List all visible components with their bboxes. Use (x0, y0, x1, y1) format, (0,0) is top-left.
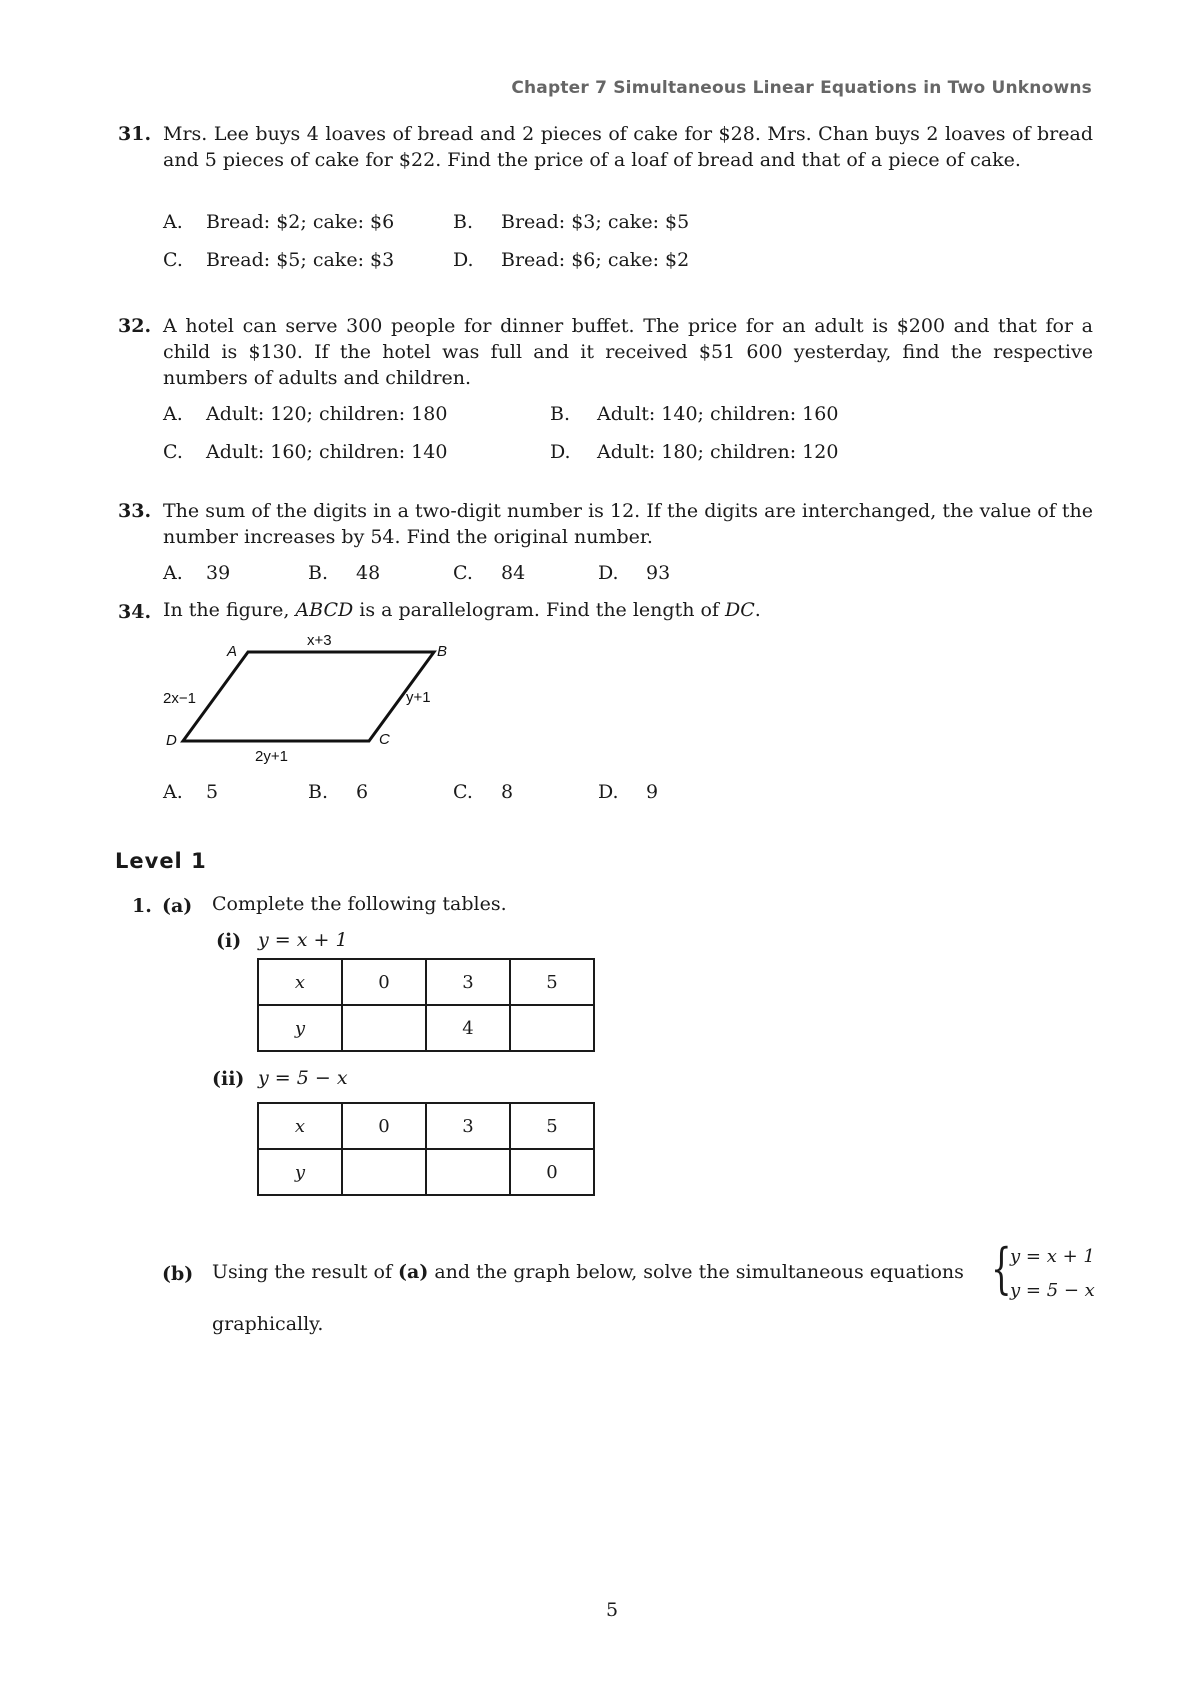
q34-text-dc: DC (725, 599, 755, 621)
part-b-text (212, 1261, 964, 1283)
exercise-1-number: 1. (132, 895, 152, 917)
q34-option-c-label: C. (453, 781, 473, 803)
vertex-label-d: D (166, 732, 177, 749)
q34-text-post: . (754, 599, 761, 621)
question-31-number: 31. (118, 123, 152, 145)
vertex-label-b: B (437, 643, 448, 660)
table-i-row-x (258, 959, 594, 1005)
q33-option-d-text: 93 (646, 562, 671, 584)
part-b-text-ref: (a) (398, 1261, 429, 1283)
part-b-text-end: graphically. (212, 1313, 324, 1335)
q32-option-b-label: B. (550, 403, 571, 425)
vertex-label-a: A (227, 643, 238, 660)
q33-option-a-label: A. (163, 562, 183, 584)
parallelogram-shape (183, 652, 434, 741)
q32-option-a-label: A. (163, 403, 183, 425)
table-ii-row-y (258, 1149, 594, 1195)
q31-option-b-text: Bread: $3; cake: $5 (501, 211, 690, 233)
question-31-text: Mrs. Lee buys 4 loaves of bread and 2 pieces of cake for $28. Mrs. Chan buys 2 loaves of bread and 5 pieces of cake for $22. Find the price of a loaf of bread and that of a piece of cake. (163, 123, 1093, 171)
table-i (257, 958, 595, 1052)
chapter-header: Chapter 7 Simultaneous Linear Equations in Two Unknowns (511, 78, 1092, 98)
q34-text-abcd: ABCD (295, 599, 354, 621)
q32-option-b-text: Adult: 140; children: 160 (597, 403, 839, 425)
q31-option-a-text: Bread: $2; cake: $6 (206, 211, 395, 233)
part-b-text-pre: Using the result of (212, 1261, 399, 1283)
table-ii-row-x (258, 1103, 594, 1149)
q32-option-c-text: Adult: 160; children: 140 (206, 441, 448, 463)
q33-option-c-label: C. (453, 562, 473, 584)
part-a-label: (a) (162, 895, 193, 917)
q34-text-mid: is a parallelogram. Find the length of (353, 599, 725, 621)
q33-option-a-text: 39 (206, 562, 231, 584)
question-33-text: The sum of the digits in a two-digit number is 12. If the digits are interchanged, the value of the number increases by 54. Find the original number. (163, 500, 1093, 548)
side-label-bottom: 2y+1 (255, 748, 288, 765)
table-i-header-y: y (258, 1005, 342, 1051)
q34-option-d-text: 9 (646, 781, 659, 803)
table-cell: 0 (510, 1149, 594, 1195)
table-cell-blank[interactable] (342, 1005, 426, 1051)
table-cell: 3 (426, 1103, 510, 1149)
q31-option-d-text: Bread: $6; cake: $2 (501, 249, 690, 271)
q34-option-a-label: A. (163, 781, 183, 803)
table-cell-blank[interactable] (510, 1005, 594, 1051)
q31-option-b-label: B. (453, 211, 474, 233)
q33-option-c-text: 84 (501, 562, 526, 584)
side-label-left: 2x−1 (163, 690, 196, 707)
level-heading: Level 1 (115, 849, 207, 873)
question-34-number: 34. (118, 601, 152, 623)
part-b-text-post: and the graph below, solve the simultaneous equations (428, 1261, 964, 1283)
question-33-number: 33. (118, 500, 152, 522)
table-cell-blank[interactable] (342, 1149, 426, 1195)
q33-option-b-label: B. (308, 562, 329, 584)
q31-option-c-label: C. (163, 249, 183, 271)
q34-option-b-label: B. (308, 781, 329, 803)
table-i-header-x: x (258, 959, 342, 1005)
table-ii-header-y: y (258, 1149, 342, 1195)
table-ii (257, 1102, 595, 1196)
part-a-i-equation: y = x + 1 (258, 929, 348, 951)
q31-option-a-label: A. (163, 211, 183, 233)
vertex-label-c: C (379, 731, 390, 748)
table-cell-blank[interactable] (426, 1149, 510, 1195)
part-a-ii-equation: y = 5 − x (258, 1067, 348, 1089)
q32-option-d-text: Adult: 180; children: 120 (597, 441, 839, 463)
system-equation-2: y = 5 − x (1010, 1280, 1095, 1301)
q33-option-d-label: D. (598, 562, 619, 584)
table-cell: 5 (510, 959, 594, 1005)
question-34-text (163, 599, 761, 621)
q34-option-c-text: 8 (501, 781, 514, 803)
table-cell: 4 (426, 1005, 510, 1051)
part-a-i-label: (i) (216, 930, 242, 952)
q32-option-c-label: C. (163, 441, 183, 463)
q34-text-pre: In the figure, (163, 599, 296, 621)
q31-option-d-label: D. (453, 249, 474, 271)
table-ii-header-x: x (258, 1103, 342, 1149)
system-equation-1: y = x + 1 (1010, 1246, 1095, 1267)
side-label-top: x+3 (307, 632, 332, 649)
part-a-text: Complete the following tables. (212, 893, 507, 915)
part-a-ii-label: (ii) (212, 1068, 245, 1090)
side-label-right: y+1 (406, 689, 431, 706)
table-cell: 5 (510, 1103, 594, 1149)
parallelogram-figure (150, 625, 470, 765)
table-i-row-y (258, 1005, 594, 1051)
q34-option-b-text: 6 (356, 781, 369, 803)
q32-option-d-label: D. (550, 441, 571, 463)
q31-option-c-text: Bread: $5; cake: $3 (206, 249, 395, 271)
q32-option-a-text: Adult: 120; children: 180 (206, 403, 448, 425)
q34-option-a-text: 5 (206, 781, 219, 803)
table-cell: 0 (342, 959, 426, 1005)
page-number: 5 (606, 1599, 619, 1621)
table-cell: 0 (342, 1103, 426, 1149)
equation-system-brace: { (991, 1237, 1012, 1300)
question-32-text: A hotel can serve 300 people for dinner buffet. The price for an adult is $200 and that for a child is $130. If the hotel was full and it received $51 600 yesterday, find the respective numbers of adults and children. (163, 315, 1093, 389)
q34-option-d-label: D. (598, 781, 619, 803)
q33-option-b-text: 48 (356, 562, 381, 584)
question-32-number: 32. (118, 315, 152, 337)
table-cell: 3 (426, 959, 510, 1005)
part-b-label: (b) (162, 1263, 194, 1285)
